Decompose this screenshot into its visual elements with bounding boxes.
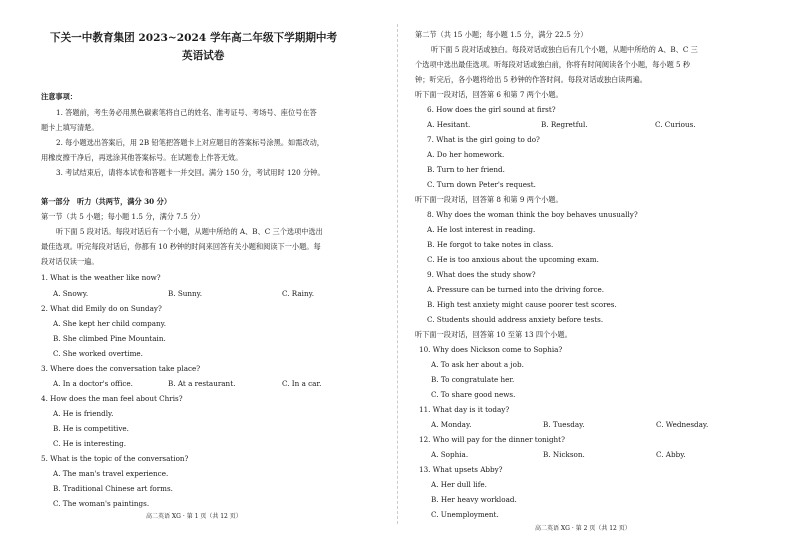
- question-5: 5. What is the topic of the conversation?: [41, 454, 189, 463]
- instruction-line: 听下面 5 段对话或独白。每段对话或独白后有几个小题，从题中所给的 A、B、C 三: [431, 45, 698, 54]
- part-heading: 第一部分 听力（共两节，满分 30 分）: [41, 197, 172, 206]
- question-9: 9. What does the study show?: [427, 270, 536, 279]
- dialogue-group: 听下面一段对话，回答第 6 和第 7 两个小题。: [415, 90, 563, 99]
- option: A. He lost interest in reading.: [427, 225, 536, 234]
- option: C. He is interesting.: [53, 439, 127, 448]
- instruction-line: 钟；听完后，各小题将给出 5 秒钟的作答时间。每段对话或独白读两遍。: [415, 75, 647, 84]
- question-2: 2. What did Emily do on Sunday?: [41, 304, 162, 313]
- page-footer: 高二英语 XG · 第 1 页（共 12 页）: [146, 513, 242, 520]
- option: C. Abby.: [656, 450, 686, 459]
- note-line: 题卡上填写清楚。: [41, 123, 99, 132]
- exam-subtitle: 英语试卷: [182, 50, 225, 62]
- option: C. Turn down Peter's request.: [427, 180, 536, 189]
- option: A. Sophia.: [431, 450, 469, 459]
- option: B. To congratulate her.: [431, 375, 515, 384]
- option: B. She climbed Pine Mountain.: [53, 334, 166, 343]
- option: B. Turn to her friend.: [427, 165, 505, 174]
- question-11: 11. What day is it today?: [419, 405, 510, 414]
- notes-heading: 注意事项：: [41, 92, 77, 101]
- option: C. To share good news.: [431, 390, 516, 399]
- option: A. Hesitant.: [427, 120, 471, 129]
- option: C. Wednesday.: [656, 420, 709, 429]
- option: B. He is competitive.: [53, 424, 129, 433]
- option: A. He is friendly.: [53, 409, 114, 418]
- option: B. Nickson.: [543, 450, 585, 459]
- option: B. He forgot to take notes in class.: [427, 240, 554, 249]
- option: A. Monday.: [431, 420, 472, 429]
- option: C. Students should address anxiety before tests.: [427, 315, 604, 324]
- option: B. High test anxiety might cause poorer test scores.: [427, 300, 617, 309]
- option: A. Her dull life.: [431, 480, 487, 489]
- exam-title: 下关一中教育集团 2023~2024 学年高二年级下学期期中考: [50, 32, 338, 44]
- instruction-line: 个选项中选出最佳选项。听每段对话或独白前，你将有时间阅读各个小题，每小题 5 秒: [415, 60, 691, 69]
- question-13: 13. What upsets Abby?: [419, 465, 503, 474]
- option: A. To ask her about a job.: [431, 360, 524, 369]
- note-line: 2. 每小题选出答案后，用 2B 铅笔把答题卡上对应题目的答案标号涂黑。如需改动，: [56, 138, 324, 147]
- option: A. Do her homework.: [427, 150, 505, 159]
- option: B. Tuesday.: [543, 420, 585, 429]
- option: B. Regretful.: [541, 120, 588, 129]
- option: B. Sunny.: [168, 289, 203, 298]
- option: C. He is too anxious about the upcoming exam.: [427, 255, 599, 264]
- option: C. In a car.: [282, 379, 322, 388]
- section-heading: 第二节（共 15 小题；每小题 1.5 分，满分 22.5 分）: [415, 30, 588, 39]
- option: B. Her heavy workload.: [431, 495, 517, 504]
- instruction-line: 最佳选项。听完每段对话后，你都有 10 秒钟的时间来回答有关小题和阅读下一小题。每: [41, 242, 321, 251]
- option: A. Snowy.: [53, 289, 89, 298]
- option: C. Unemployment.: [431, 510, 499, 519]
- option: A. The man's travel experience.: [53, 469, 169, 478]
- note-line: 3. 考试结束后，请将本试卷和答题卡一并交回。满分 150 分，考试用时 120 分钟。: [56, 168, 325, 177]
- note-line: 1. 答题前，考生务必用黑色碳素笔将自己的姓名、准考证号、考场号、座位号在答: [56, 108, 317, 117]
- dialogue-group: 听下面一段对话，回答第 8 和第 9 两个小题。: [415, 195, 563, 204]
- question-12: 12. Who will pay for the dinner tonight?: [419, 435, 565, 444]
- option: B. At a restaurant.: [168, 379, 236, 388]
- option: C. Rainy.: [282, 289, 314, 298]
- section-heading: 第一节（共 5 小题；每小题 1.5 分，满分 7.5 分）: [41, 212, 205, 221]
- question-6: 6. How does the girl sound at first?: [427, 105, 556, 114]
- option: A. Pressure can be turned into the driving force.: [427, 285, 605, 294]
- question-1: 1. What is the weather like now?: [41, 273, 161, 282]
- question-8: 8. Why does the woman think the boy behaves unusually?: [427, 210, 638, 219]
- question-3: 3. Where does the conversation take place?: [41, 364, 201, 373]
- note-line: 用橡皮擦干净后，再选涂其他答案标号。在试题卷上作答无效。: [41, 153, 243, 162]
- option: C. Curious.: [655, 120, 696, 129]
- option: C. The woman's paintings.: [53, 499, 150, 508]
- instruction-line: 听下面 5 段对话。每段对话后有一个小题，从题中所给的 A、B、C 三个选项中选出: [56, 227, 323, 236]
- option: B. Traditional Chinese art forms.: [53, 484, 173, 493]
- question-10: 10. Why does Nickson come to Sophia?: [419, 345, 563, 354]
- page-footer: 高二英语 XG · 第 2 页（共 12 页）: [535, 525, 631, 532]
- question-7: 7. What is the girl going to do?: [427, 135, 540, 144]
- option: C. She worked overtime.: [53, 349, 143, 358]
- page-2: [397, 0, 794, 546]
- question-4: 4. How does the man feel about Chris?: [41, 394, 183, 403]
- option: A. She kept her child company.: [53, 319, 167, 328]
- instruction-line: 段对话仅读一遍。: [41, 257, 99, 266]
- dialogue-group: 听下面一段对话，回答第 10 至第 13 四个小题。: [415, 330, 572, 339]
- option: A. In a doctor's office.: [53, 379, 133, 388]
